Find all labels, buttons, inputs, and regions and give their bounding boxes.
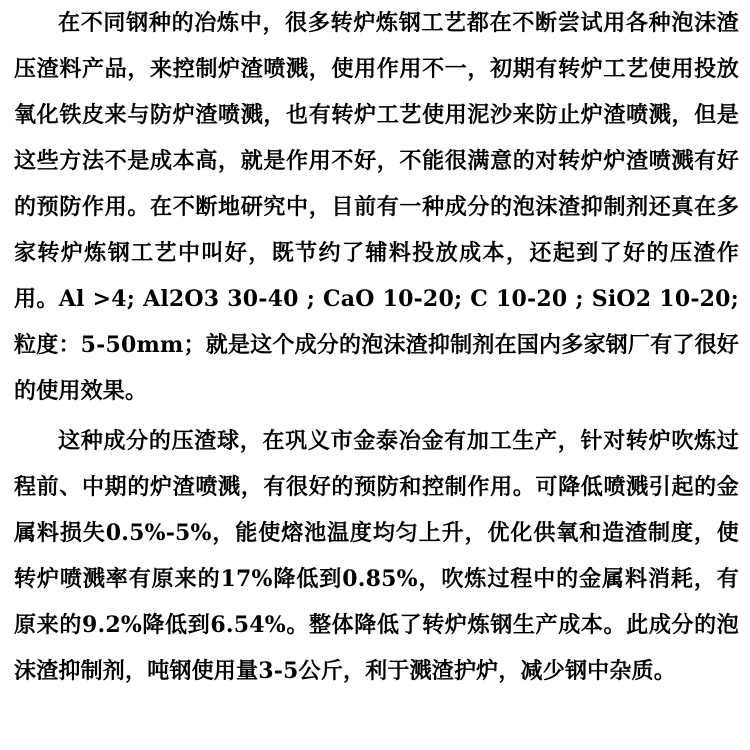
- paragraph-intro: 在不同钢种的冶炼中，很多转炉炼钢工艺都在不断尝试用各种泡沫渣压渣料产品，来控制炉渣喷溅，使用作用不一，初期有转炉工艺使用投放氧化铁皮来与防炉渣喷溅，也有转炉工艺使用泥沙来防止炉渣喷溅，但是这些方法不是成本高，就是作用不好，不能很满意的对转炉炉渣喷溅有好的预防作用。在不断地研究中，目前有一种成分的泡沫渣抑制剂还真在多家转炉炼钢工艺中叫好，既节约了辅料投放成本，还起到了好的压渣作用。Al >4; Al2O3 30-40 ; CaO 10-20; C 10-20 ; SiO2 10-20;粒度：5-50mm；就是这个成分的泡沫渣抑制剂在国内多家钢厂有了很好的使用效果。: [14, 10, 739, 404]
- paragraph-product: 这种成分的压渣球，在巩义市金泰冶金有加工生产，针对转炉吹炼过程前、中期的炉渣喷溅，有很好的预防和控制作用。可降低喷溅引起的金属料损失0.5%-5%，能使熔池温度均匀上升，优化供氧和造渣制度，使转炉喷溅率有原来的17%降低到0.85%，吹炼过程中的金属料消耗，有原来的9.2%降低到6.54%。整体降低了转炉炼钢生产成本。此成分的泡沫渣抑制剂，吨钢使用量3-5公斤，利于溅渣护炉，减少钢中杂质。: [14, 428, 739, 684]
